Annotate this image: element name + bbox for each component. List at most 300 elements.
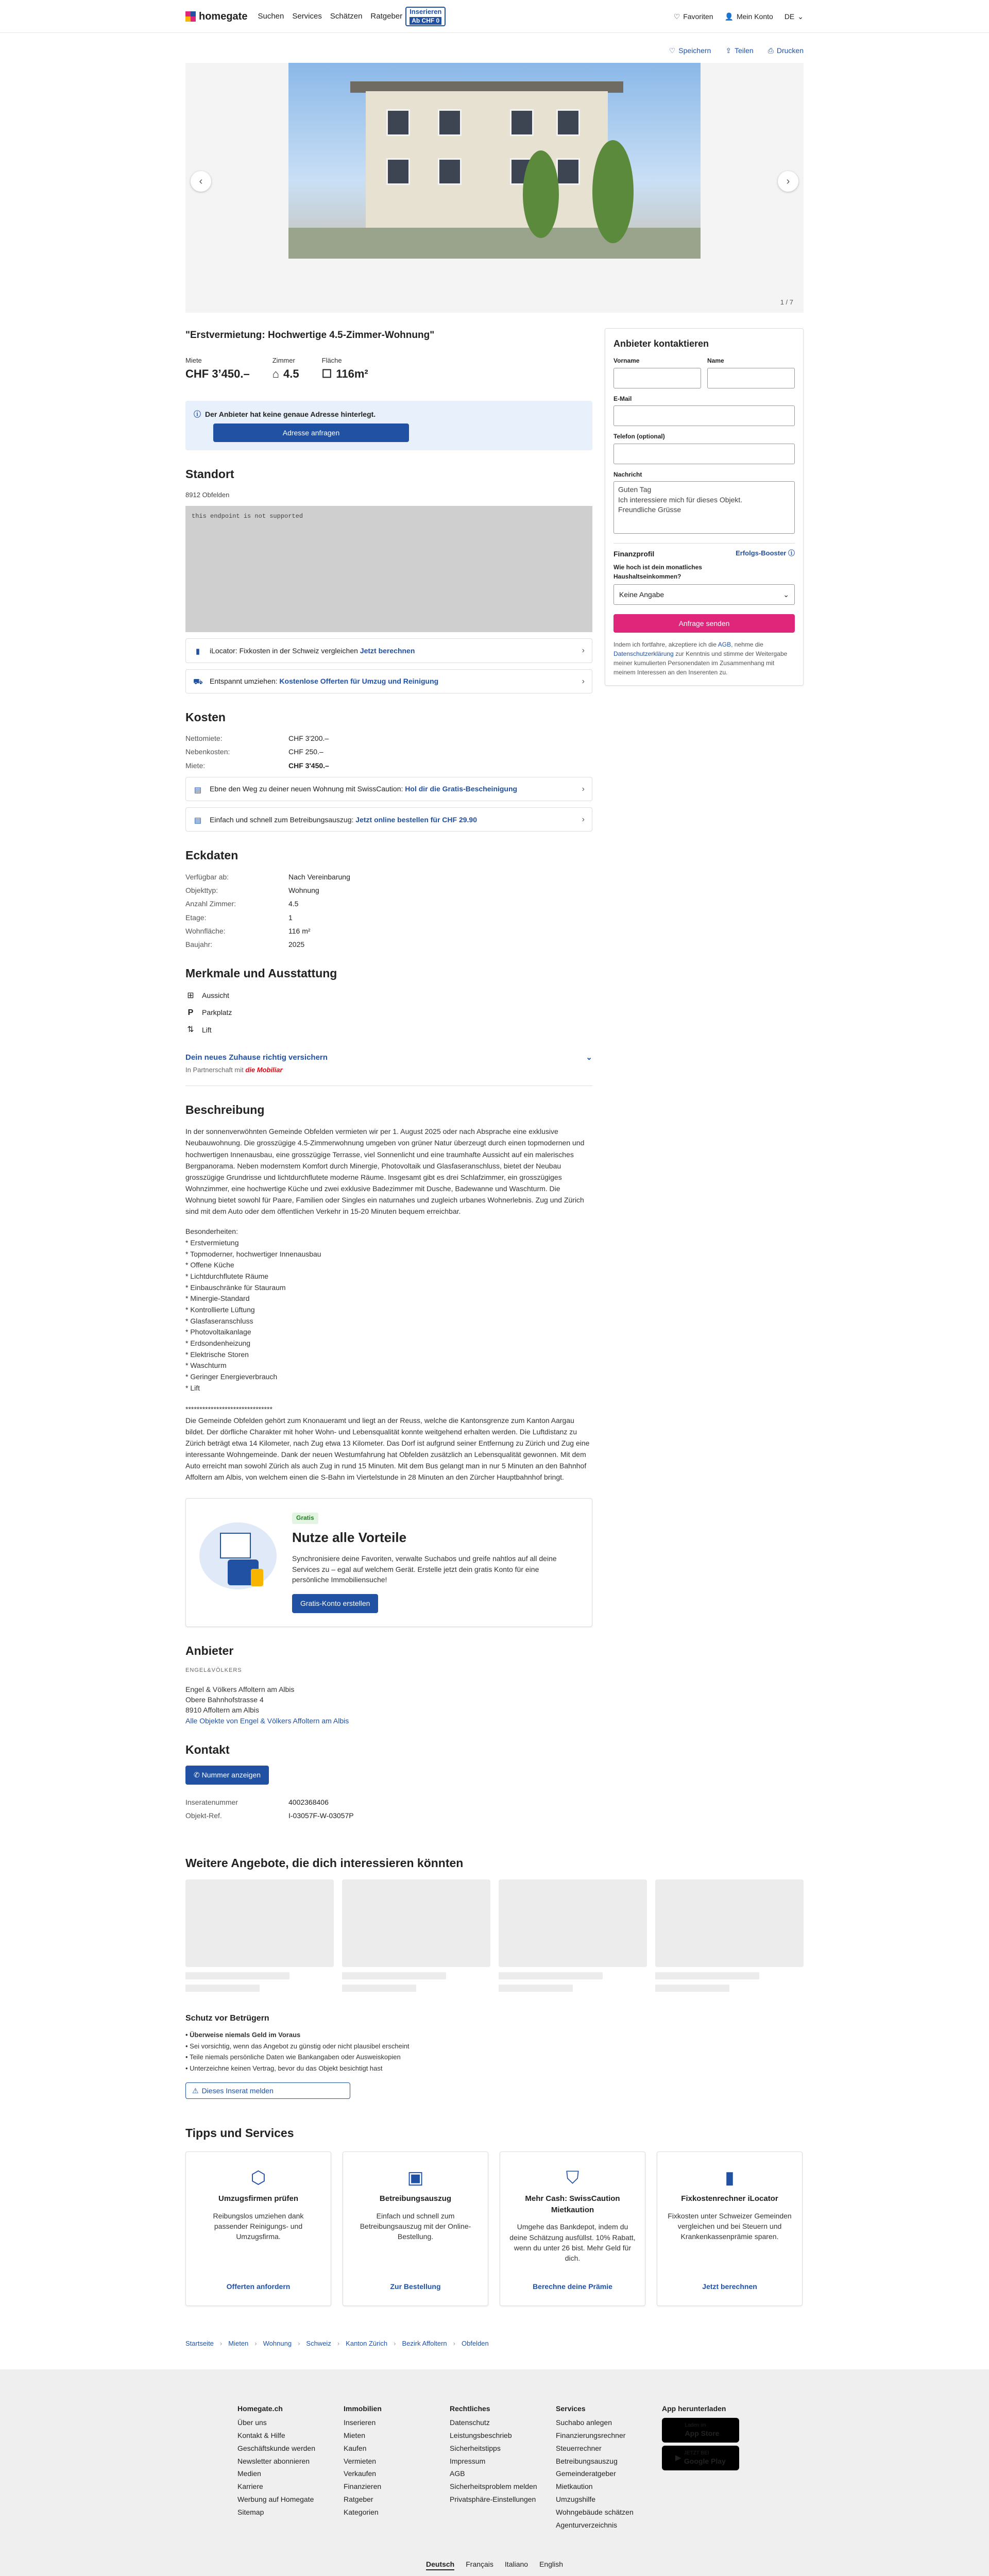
footer-link[interactable]: Über uns xyxy=(237,2418,267,2427)
insurance-accordion[interactable] xyxy=(185,1044,592,1086)
footer-link[interactable]: Agenturverzeichnis xyxy=(556,2521,618,2530)
area-label: Fläche xyxy=(321,356,342,364)
income-question: Wie hoch ist dein monatliches Haushaltseinkommen? xyxy=(613,564,702,580)
promo-title: Nutze alle Vorteile xyxy=(292,1529,407,1545)
chevron-down-icon: ⌄ xyxy=(586,1053,592,1062)
photo-window xyxy=(556,109,580,136)
user-icon: 👤 xyxy=(724,12,734,21)
detail-value: 2025 xyxy=(288,940,305,949)
area-icon: ☐ xyxy=(321,367,332,380)
chevron-right-icon: › xyxy=(582,815,585,824)
shield-icon: ⛉ xyxy=(566,2167,579,2188)
tip-text: Einfach und schnell zum Betreibungsauszug mit der Online-Bestellung. xyxy=(360,2211,471,2241)
fraud-section xyxy=(185,2012,804,2099)
location-place: 8912 Obfelden xyxy=(185,490,230,499)
offer-card-placeholder[interactable] xyxy=(185,1879,334,1992)
send-request-button[interactable]: Anfrage senden xyxy=(613,614,795,633)
footer-link[interactable]: Sicherheitstipps xyxy=(450,2444,501,2452)
detail-row xyxy=(185,872,592,882)
breadcrumb-item[interactable]: Bezirk Affoltern xyxy=(402,2339,447,2347)
fraud-item-text: Sei vorsichtig, wenn das Angebot zu günstig oder nicht plausibel erscheint xyxy=(190,2042,410,2050)
description-list-item: * Lichtdurchflutete Räume xyxy=(185,1272,269,1280)
map-error-text: this endpoint is not supported xyxy=(192,513,303,520)
phone-label: Telefon (optional) xyxy=(613,433,665,440)
cost-key: Nebenkosten: xyxy=(185,748,230,756)
detail-key: Etage: xyxy=(185,913,207,922)
chevron-right-icon: › xyxy=(394,2339,396,2347)
report-listing-label: Dieses Inserat melden xyxy=(201,2087,274,2095)
provider-logo: ENGEL&VÖLKERS xyxy=(185,1667,242,1673)
google-play-small: JETZT BEI xyxy=(684,2450,709,2456)
detail-row xyxy=(185,939,592,950)
cost-value: CHF 3'450.– xyxy=(288,761,329,770)
first-name-label: Vorname xyxy=(613,357,640,365)
last-name-field[interactable] xyxy=(707,368,795,388)
tip-card xyxy=(657,2151,803,2306)
footer-link[interactable]: Verkaufen xyxy=(344,2469,377,2478)
chevron-right-icon: › xyxy=(453,2339,455,2347)
offer-card-placeholder[interactable] xyxy=(655,1879,804,1992)
address-notice xyxy=(185,401,592,451)
nav-schaetzen[interactable]: Schätzen xyxy=(330,12,363,21)
gallery-prev-button[interactable] xyxy=(191,171,211,192)
detail-row xyxy=(185,912,592,923)
photo-gallery xyxy=(185,63,804,313)
info-icon: ⓘ xyxy=(194,410,201,418)
gallery-counter: 1 / 7 xyxy=(780,298,793,307)
description-list-item: * Erstvermietung xyxy=(185,1238,239,1247)
lang-en[interactable]: English xyxy=(539,2560,563,2568)
nav-suchen[interactable]: Suchen xyxy=(258,12,284,21)
legal-text: , nehme die xyxy=(731,641,763,649)
breadcrumb-item[interactable]: Schweiz xyxy=(306,2339,331,2347)
detail-row xyxy=(185,885,592,895)
ilocator-link[interactable] xyxy=(185,638,592,663)
detail-value: 1 xyxy=(288,913,293,922)
fraud-item: • Unterzeichne keinen Vertrag, bevor du das Objekt besichtigt hast xyxy=(185,2064,383,2073)
footer-column-title: Rechtliches xyxy=(450,2404,490,2413)
contact-key: Inseratenummer xyxy=(185,1798,238,1806)
footer-link[interactable]: Kontakt & Hilfe xyxy=(237,2431,285,2439)
breadcrumb xyxy=(185,2339,804,2349)
description-list xyxy=(185,1226,592,1394)
save-label: Speichern xyxy=(678,46,711,55)
app-store-badge[interactable] xyxy=(662,2418,739,2443)
cost-key: Miete: xyxy=(185,761,206,770)
site-footer xyxy=(0,2369,989,2576)
message-field[interactable]: Guten Tag Ich interessiere mich für dieses Objekt. Freundliche Grüsse xyxy=(613,481,795,534)
map-icon: ▮ xyxy=(195,647,200,656)
description-paragraph: Die Gemeinde Obfelden gehört zum Knonaueramt und liegt an der Reuss, welche die Kantonsgrenze zum Kanton Aargau bildet. Der dörfliche Charakter mit hoher Wohn- und Lebensqualität konnte weitgehend erhalten werden. Die Luftdistanz zu Zürich beträgt etwa 14 Kilometer, nach Zug etwa 13 Kilometer. Das Dorf ist aufgrund seiner Entfernung zu Zürich und Zug eine interessante Wohngemeinde. Dank der neuen Westumfahrung hat Obfelden zusätzlich an Lebensqualität gewonnen. Mit dem Auto erreicht man sowohl Zürich als auch Zug in rund 15 Minuten. Mit dem Bus gelangt man in nur 5 Minuten an den Bahnhof Affoltern am Albis, von welchem einen die S-Bahn im Viertelstunde in 28 Minuten an den Zürcher Hauptbahnhof bringt. xyxy=(185,1416,590,1482)
tip-title: Betreibungsauszug xyxy=(379,2194,452,2203)
tips-heading: Tipps und Services xyxy=(185,2126,294,2140)
tip-link[interactable]: Zur Bestellung xyxy=(390,2282,441,2291)
chevron-right-icon: › xyxy=(582,676,585,686)
cost-row xyxy=(185,747,592,757)
contact-heading: Kontakt xyxy=(185,1743,230,1756)
view-icon: ⊞ xyxy=(187,991,194,1000)
description-list-title: Besonderheiten: xyxy=(185,1227,238,1236)
tip-text: Umgehe das Bankdepot, indem du deine Schätzung ausfüllst. 10% Rabatt, wenn du unter 26 bist. Mehr Geld für dich. xyxy=(509,2223,636,2263)
fraud-item-text: Teile niemals persönliche Daten wie Bankangaben oder Ausweiskopien xyxy=(189,2053,401,2061)
provider-heading: Anbieter xyxy=(185,1643,234,1657)
detail-key: Objekttyp: xyxy=(185,886,218,894)
chevron-right-icon: › xyxy=(582,646,585,655)
nav-ratgeber[interactable]: Ratgeber xyxy=(370,12,403,21)
message-label: Nachricht xyxy=(613,470,642,478)
ilocator-text: iLocator: Fixkosten in der Schweiz vergleichen xyxy=(210,646,360,655)
report-listing-button[interactable] xyxy=(185,2082,350,2099)
tip-link[interactable]: Berechne deine Prämie xyxy=(533,2282,612,2291)
tip-title: Mehr Cash: SwissCaution Mietkaution xyxy=(525,2194,620,2214)
top-header xyxy=(0,0,989,33)
fraud-item-text: Überweise niemals Geld im Voraus xyxy=(190,2030,301,2039)
save-button[interactable] xyxy=(669,45,711,56)
footer-column xyxy=(556,2403,645,2533)
provider-city: 8910 Affoltern am Albis xyxy=(185,1706,259,1715)
footer-link[interactable]: Sitemap xyxy=(237,2508,264,2517)
description-list-item: * Offene Küche xyxy=(185,1261,234,1269)
legal-text: zur Kenntnis und stimme der Weitergabe meiner kumulierten Personendaten im Zusammenhang mit meinem Interessen an den Inserenten zu. xyxy=(613,650,788,676)
footer-link[interactable]: Karriere xyxy=(237,2482,263,2491)
detail-row xyxy=(185,926,592,936)
description-separator: ******************************* xyxy=(185,1404,272,1413)
footer-column xyxy=(450,2403,539,2533)
contact-value: I-03057F-W-03057P xyxy=(288,1811,354,1820)
description-list-item: * Einbauschränke für Stauraum xyxy=(185,1283,286,1292)
email-label: E-Mail xyxy=(613,395,632,402)
more-offers-heading: Weitere Angebote, die dich interessieren könnten xyxy=(185,1856,464,1870)
feature-item xyxy=(185,990,592,1002)
last-name-label: Name xyxy=(707,357,724,365)
tip-title: Fixkostenrechner iLocator xyxy=(681,2194,778,2203)
feature-item xyxy=(185,1007,592,1019)
income-select-value: Keine Angabe xyxy=(619,590,664,599)
create-account-button[interactable]: Gratis-Konto erstellen xyxy=(292,1594,378,1613)
photo-tree xyxy=(523,150,559,238)
document-icon: ▤ xyxy=(194,785,202,794)
contact-row xyxy=(185,1797,592,1807)
mobiliar-logo: die Mobiliar xyxy=(245,1066,283,1074)
cost-value: CHF 3'200.– xyxy=(288,734,329,743)
success-booster-label: Erfolgs-Booster xyxy=(736,549,787,557)
footer-link[interactable]: Suchabo anlegen xyxy=(556,2418,612,2427)
breadcrumb-item[interactable]: Startseite xyxy=(185,2339,214,2347)
tip-link[interactable]: Offerten anfordern xyxy=(226,2282,291,2291)
footer-link[interactable]: Vermieten xyxy=(344,2456,377,2465)
success-booster-link[interactable] xyxy=(736,549,795,559)
description-heading: Beschreibung xyxy=(185,1103,265,1116)
homegate-logo[interactable] xyxy=(185,9,247,24)
footer-column-title: Homegate.ch xyxy=(237,2404,283,2413)
footer-link[interactable]: AGB xyxy=(450,2469,465,2478)
footer-link[interactable]: Sicherheitsproblem melden xyxy=(450,2482,537,2491)
area-fact xyxy=(322,356,368,382)
rooms-label: Zimmer xyxy=(272,356,295,364)
map-icon: ▮ xyxy=(725,2167,735,2188)
feature-label: Lift xyxy=(202,1025,212,1034)
description-list-item: * Geringer Energieverbrauch xyxy=(185,1372,278,1381)
fraud-item: • Überweise niemals Geld im Voraus xyxy=(185,2030,301,2039)
chevron-down-icon: ⌄ xyxy=(797,12,804,21)
gallery-next-button[interactable] xyxy=(778,171,798,192)
rooms-value: 4.5 xyxy=(283,367,299,380)
fraud-item: • Sei vorsichtig, wenn das Angebot zu günstig oder nicht plausibel erscheint xyxy=(185,2042,410,2050)
language-switcher xyxy=(0,2559,989,2570)
detail-value: Nach Vereinbarung xyxy=(288,872,350,881)
listing-photo[interactable] xyxy=(288,63,701,259)
location-heading: Standort xyxy=(185,467,234,481)
footer-link[interactable]: Newsletter abonnieren xyxy=(237,2456,310,2465)
chevron-down-icon: ⌄ xyxy=(783,590,789,599)
heart-icon: ♡ xyxy=(669,46,676,55)
breadcrumb-item[interactable]: Kanton Zürich xyxy=(346,2339,388,2347)
description-list-item: * Waschturm xyxy=(185,1361,227,1370)
first-name-field[interactable] xyxy=(613,368,701,388)
offer-card-placeholder[interactable] xyxy=(499,1879,647,1992)
photo-window xyxy=(556,158,580,185)
chevron-right-icon: › xyxy=(786,175,790,187)
document-icon: ▤ xyxy=(194,816,202,825)
logo-icon xyxy=(185,11,196,22)
listing-title: "Erstvermietung: Hochwertige 4.5-Zimmer-Wohnung" xyxy=(185,330,435,341)
breadcrumb-item[interactable]: Wohnung xyxy=(263,2339,292,2347)
tip-text: Fixkosten unter Schweizer Gemeinden vergleichen und bei Steuern und Krankenkassenprämie sparen. xyxy=(668,2211,792,2241)
agb-link[interactable]: AGB xyxy=(718,641,731,649)
heart-icon: ♡ xyxy=(673,12,680,21)
footer-link[interactable]: Umzugshilfe xyxy=(556,2495,596,2504)
chevron-right-icon: › xyxy=(337,2339,340,2347)
show-number-label: Nummer anzeigen xyxy=(201,1771,261,1780)
costs-heading: Kosten xyxy=(185,710,226,724)
detail-key: Baujahr: xyxy=(185,940,213,949)
description-list-item: * Elektrische Storen xyxy=(185,1350,249,1359)
request-address-button[interactable]: Adresse anfragen xyxy=(213,423,409,442)
main-nav xyxy=(258,11,402,22)
debt-extract-bold: Jetzt online bestellen für CHF 29.90 xyxy=(355,815,478,824)
app-download-title: App herunterladen xyxy=(662,2404,726,2413)
footer-link[interactable]: Gemeinderatgeber xyxy=(556,2469,616,2478)
play-icon: ▶ xyxy=(675,2453,681,2462)
parking-icon: P xyxy=(187,1008,194,1017)
feature-label: Parkplatz xyxy=(202,1008,232,1017)
contact-key: Objekt-Ref. xyxy=(185,1811,222,1820)
form-legal-text xyxy=(613,640,795,677)
footer-link[interactable]: Wohngebäude schätzen xyxy=(556,2508,634,2517)
contact-row xyxy=(185,1810,592,1821)
cost-row xyxy=(185,733,592,743)
footer-link[interactable]: Leistungsbeschrieb xyxy=(450,2431,512,2439)
provider-section xyxy=(185,1642,592,1726)
language-label: DE xyxy=(784,12,795,21)
tip-link[interactable]: Jetzt berechnen xyxy=(702,2282,757,2291)
income-select[interactable] xyxy=(613,584,795,605)
tip-card xyxy=(185,2151,331,2306)
insert-button[interactable] xyxy=(405,7,446,26)
detail-value: Wohnung xyxy=(288,886,319,894)
insurance-title: Dein neues Zuhause richtig versichern xyxy=(185,1053,328,1062)
phone-icon: ✆ xyxy=(194,1771,200,1780)
privacy-policy-link[interactable]: Datenschutzerklärung xyxy=(613,650,674,658)
area-value: 116m² xyxy=(336,367,368,380)
detail-value: 4.5 xyxy=(288,900,299,908)
lang-de[interactable]: Deutsch xyxy=(426,2559,454,2570)
description-section xyxy=(185,1101,592,1483)
language-select[interactable] xyxy=(785,11,804,22)
footer-link[interactable]: Steuerrechner xyxy=(556,2444,602,2452)
cost-value: CHF 250.– xyxy=(288,748,323,756)
free-badge: Gratis xyxy=(292,1513,318,1523)
finance-profile xyxy=(613,543,795,559)
feature-item xyxy=(185,1024,592,1036)
footer-column-title: Services xyxy=(556,2404,586,2413)
photo-window xyxy=(510,109,534,136)
truck-icon: ⛟ xyxy=(193,677,203,687)
fraud-heading: Schutz vor Betrügern xyxy=(185,2013,269,2023)
print-button[interactable] xyxy=(768,45,804,56)
app-store-label: App Store xyxy=(685,2429,720,2438)
photo-ground xyxy=(288,228,701,259)
logo-text: homegate xyxy=(199,10,248,22)
chevron-right-icon: › xyxy=(298,2339,300,2347)
description-list-item: * Topmoderner, hochwertiger Innenausbau xyxy=(185,1249,321,1258)
chevron-left-icon: ‹ xyxy=(199,175,203,187)
moving-text: Entspannt umziehen: xyxy=(210,676,280,685)
footer-link[interactable]: Finanzieren xyxy=(344,2482,382,2491)
footer-link[interactable]: Privatsphäre-Einstellungen xyxy=(450,2495,536,2504)
google-play-badge[interactable] xyxy=(662,2446,739,2470)
detail-key: Verfügbar ab: xyxy=(185,872,229,881)
description-list-item: * Photovoltaikanlage xyxy=(185,1328,251,1336)
contact-form-heading: Anbieter kontaktieren xyxy=(613,338,709,349)
nav-services[interactable]: Services xyxy=(292,12,322,21)
share-label: Teilen xyxy=(735,46,754,55)
contact-form xyxy=(605,328,804,686)
provider-name: Engel & Völkers Affoltern am Albis xyxy=(185,1685,295,1693)
footer-link[interactable]: Mietkaution xyxy=(556,2482,593,2491)
insurance-partner-text: In Partnerschaft mit xyxy=(185,1066,244,1074)
tip-card xyxy=(500,2151,645,2306)
footer-link[interactable]: Betreibungsauszug xyxy=(556,2456,618,2465)
footer-link[interactable]: Mieten xyxy=(344,2431,366,2439)
favorites-label: Favoriten xyxy=(683,12,713,21)
footer-column xyxy=(344,2403,433,2533)
insert-price: Ab CHF 0 xyxy=(410,17,441,25)
detail-key: Anzahl Zimmer: xyxy=(185,900,236,908)
breadcrumb-item[interactable]: Mieten xyxy=(228,2339,249,2347)
print-label: Drucken xyxy=(776,46,804,55)
info-icon: ⓘ xyxy=(788,549,795,557)
photo-window xyxy=(386,158,410,185)
phone-field[interactable] xyxy=(613,444,795,464)
email-field[interactable] xyxy=(613,405,795,426)
rent-value: CHF 3’450.– xyxy=(185,367,250,380)
tip-text: Reibungslos umziehen dank passender Reinigungs- und Umzugsfirma. xyxy=(213,2211,304,2241)
rent-label: Miete xyxy=(185,356,202,364)
footer-link[interactable]: Geschäftskunde werden xyxy=(237,2444,315,2452)
provider-all-listings-link[interactable]: Alle Objekte von Engel & Völkers Affoltern am Albis xyxy=(185,1716,349,1725)
fraud-item-text: Unterzeichne keinen Vertrag, bevor du das Objekt besichtigt hast xyxy=(190,2064,383,2073)
printer-icon: ⎙ xyxy=(768,46,774,55)
lang-fr[interactable]: Français xyxy=(466,2560,493,2568)
footer-link[interactable]: Kaufen xyxy=(344,2444,367,2452)
cost-row xyxy=(185,760,592,771)
share-icon: ⇪ xyxy=(725,46,732,55)
chevron-right-icon: › xyxy=(219,2339,223,2347)
footer-link[interactable]: Medien xyxy=(237,2469,261,2478)
document-icon: ▣ xyxy=(407,2167,424,2188)
tip-title: Umzugsfirmen prüfen xyxy=(218,2194,298,2203)
warning-icon: ⚠ xyxy=(192,2087,199,2095)
rent-fact xyxy=(185,356,250,382)
detail-value: 116 m² xyxy=(288,926,311,935)
insert-label: Inserieren xyxy=(410,8,442,16)
account-link[interactable] xyxy=(725,11,773,22)
photo-window xyxy=(438,158,462,185)
photo-tree xyxy=(592,140,634,243)
footer-link[interactable]: Werbung auf Homegate xyxy=(237,2495,314,2504)
offer-card-placeholder[interactable] xyxy=(342,1879,490,1992)
description-list-item: * Erdsondenheizung xyxy=(185,1339,251,1348)
show-number-button[interactable] xyxy=(185,1766,269,1784)
footer-link[interactable]: Ratgeber xyxy=(344,2495,373,2504)
swisscaution-text: Ebne den Weg zu deiner neuen Wohnung mit SwissCaution: xyxy=(210,785,405,793)
favorites-link[interactable] xyxy=(674,11,713,22)
description-list-item: * Kontrollierte Lüftung xyxy=(185,1306,255,1314)
detail-key: Wohnfläche: xyxy=(185,926,226,935)
moving-link[interactable] xyxy=(185,669,592,693)
description-paragraph: In der sonnenverwöhnten Gemeinde Obfelden vermieten wir per 1. August 2025 oder nach Absprache eine exklusive Neubauwohnung. Die grosszügige 4.5-Zimmerwohnung umgeben von grüner Natur überzeugt durch einen topmodernen und hochwertigen Innenausbau, eine grosszügige Terrasse, viel Sonnenlicht und eine traumhafte Aussicht auf ein malerisches Bergpanorama. Neben modernstem Komfort durch Minergie, Photovoltaik und Glasfaseranschluss, bietet der Neubau grosszügige Grundrisse und lichtdurchflutete moderne Räume. Insgesamt gibt es drei Schlafzimmer, ein grosszügiges Wohnzimmer, eine hochwertige Küche und zwei exklusive Badezimmer mit Dusche, Badewanne und Waschturm. Die Wohnung bietet sowohl für Paare, Familien oder Singles ein naturnahes und zugleich urbanes Wohnerlebnis. Zug und Zürich sind mit dem Auto oder dem öffentlichen Verkehr in 15-20 Minuten bequem erreichbar. xyxy=(185,1127,585,1216)
photo-window xyxy=(386,109,410,136)
rooms-fact xyxy=(272,356,299,382)
footer-column xyxy=(237,2403,327,2533)
footer-app-column xyxy=(662,2403,752,2533)
feature-label: Aussicht xyxy=(202,991,229,1000)
chevron-right-icon: › xyxy=(254,2339,257,2347)
elevator-icon: ⇅ xyxy=(187,1025,194,1035)
debt-extract-text: Einfach und schnell zum Betreibungsauszug: xyxy=(210,815,356,824)
location-map[interactable] xyxy=(185,506,592,632)
breadcrumb-item[interactable]: Obfelden xyxy=(462,2339,489,2347)
footer-link[interactable]: Datenschutz xyxy=(450,2418,490,2427)
description-list-item: * Minergie-Standard xyxy=(185,1294,250,1303)
contact-value: 4002368406 xyxy=(288,1798,329,1806)
features-heading: Merkmale und Ausstattung xyxy=(185,967,337,980)
lang-it[interactable]: Italiano xyxy=(504,2560,528,2568)
debt-extract-link[interactable] xyxy=(185,807,592,832)
finance-profile-label: Finanzprofil xyxy=(613,549,655,558)
fraud-item: • Teile niemals persönliche Daten wie Bankangaben oder Ausweiskopien xyxy=(185,2053,401,2061)
legal-text: Indem ich fortfahre, akzeptiere ich die xyxy=(613,641,718,649)
account-promo xyxy=(185,1498,592,1626)
app-store-small: Laden im xyxy=(685,2422,706,2428)
description-list-item: * Lift xyxy=(185,1383,200,1392)
footer-column-title: Immobilien xyxy=(344,2404,382,2413)
footer-link[interactable]: Inserieren xyxy=(344,2418,376,2427)
account-label: Mein Konto xyxy=(736,12,773,21)
provider-street: Obere Bahnhofstrasse 4 xyxy=(185,1696,264,1704)
footer-link[interactable]: Finanzierungsrechner xyxy=(556,2431,626,2439)
footer-link[interactable]: Impressum xyxy=(450,2456,486,2465)
swisscaution-link[interactable] xyxy=(185,777,592,801)
google-play-label: Google Play xyxy=(684,2457,726,2466)
promo-text: Synchronisiere deine Favoriten, verwalte Suchabos und greife nahtlos auf all deine Services zu – egal auf welchem Gerät. Erstelle jetzt dein gratis Konto für eine persönliche Immobiliensuche! xyxy=(292,1554,557,1584)
ilocator-bold: Jetzt berechnen xyxy=(360,646,415,655)
more-offers-section xyxy=(185,1855,804,1991)
tip-card xyxy=(343,2151,488,2306)
footer-link[interactable]: Kategorien xyxy=(344,2508,379,2517)
share-button[interactable] xyxy=(725,45,753,56)
